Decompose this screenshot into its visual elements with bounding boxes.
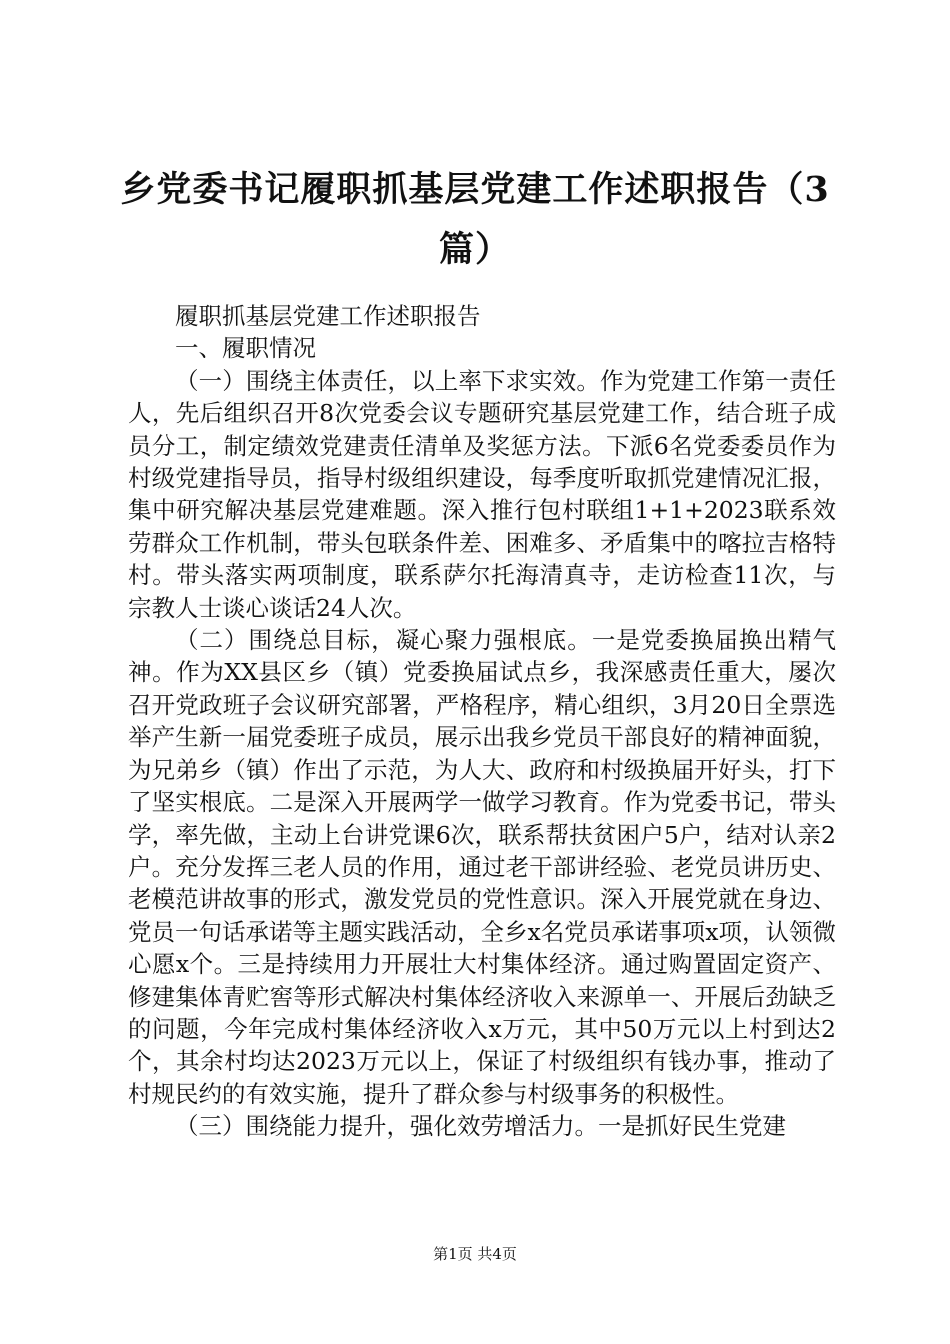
document-body xyxy=(128,300,836,1143)
document-title: 乡党委书记履职抓基层党建工作述职报告（3篇） xyxy=(120,169,830,270)
report-subtitle: 履职抓基层党建工作述职报告 xyxy=(175,302,481,330)
body-paragraph: （二）围绕总目标，凝心聚力强根底。一是党委换届换出精气神。作为XX县区乡（镇）党委换届试点乡，我深感责任重大，屡次召开党政班子会议研究部署，严格程序，精心组织，3月20日全票选举产生新一届党委班子成员，展示出我乡党员干部良好的精神面貌，为兄弟乡（镇）作出了示范，为人大、政府和村级换届开好头，打下了坚实根底。二是深入开展两学一做学习教育。作为党委书记，带头学，率先做，主动上台讲党课6次，联系帮扶贫困户5户，结对认亲2户。充分发挥三老人员的作用，通过老干部讲经验、老党员讲历史、老模范讲故事的形式，激发党员的党性意识。深入开展党就在身边、党员一句话承诺等主题实践活动，全乡x名党员承诺事项x项，认领微心愿x个。三是持续用力开展壮大村集体经济。通过购置固定资产、修建集体青贮窖等形式解决村集体经济收入来源单一、开展后劲缺乏的问题，今年完成村集体经济收入x万元，其中50万元以上村到达2个，其余村均达2023万元以上，保证了村级组织有钱办事，推动了村规民约的有效实施，提升了群众参与村级事务的积极性。 xyxy=(128,626,837,1108)
section-heading: 一、履职情况 xyxy=(175,334,316,363)
body-paragraph: （一）围绕主体责任，以上率下求实效。作为党建工作第一责任人，先后组织召开8次党委会议专题研究基层党建工作，结合班子成员分工，制定绩效党建责任清单及奖惩方法。下派6名党委委员作为村级党建指导员，指导村级组织建设，每季度听取抓党建情况汇报，集中研究解决基层党建难题。深入推行包村联组1+1+2023联系效劳群众工作机制，带头包联条件差、困难多、矛盾集中的喀拉吉格特村。带头落实两项制度，联系萨尔托海清真寺，走访检查11次，与宗教人士谈心谈话24人次。 xyxy=(128,366,836,622)
page-number: 第1页 共4页 xyxy=(433,1245,517,1263)
body-paragraph: （三）围绕能力提升，强化效劳增活力。一是抓好民生党建 xyxy=(175,1112,786,1141)
